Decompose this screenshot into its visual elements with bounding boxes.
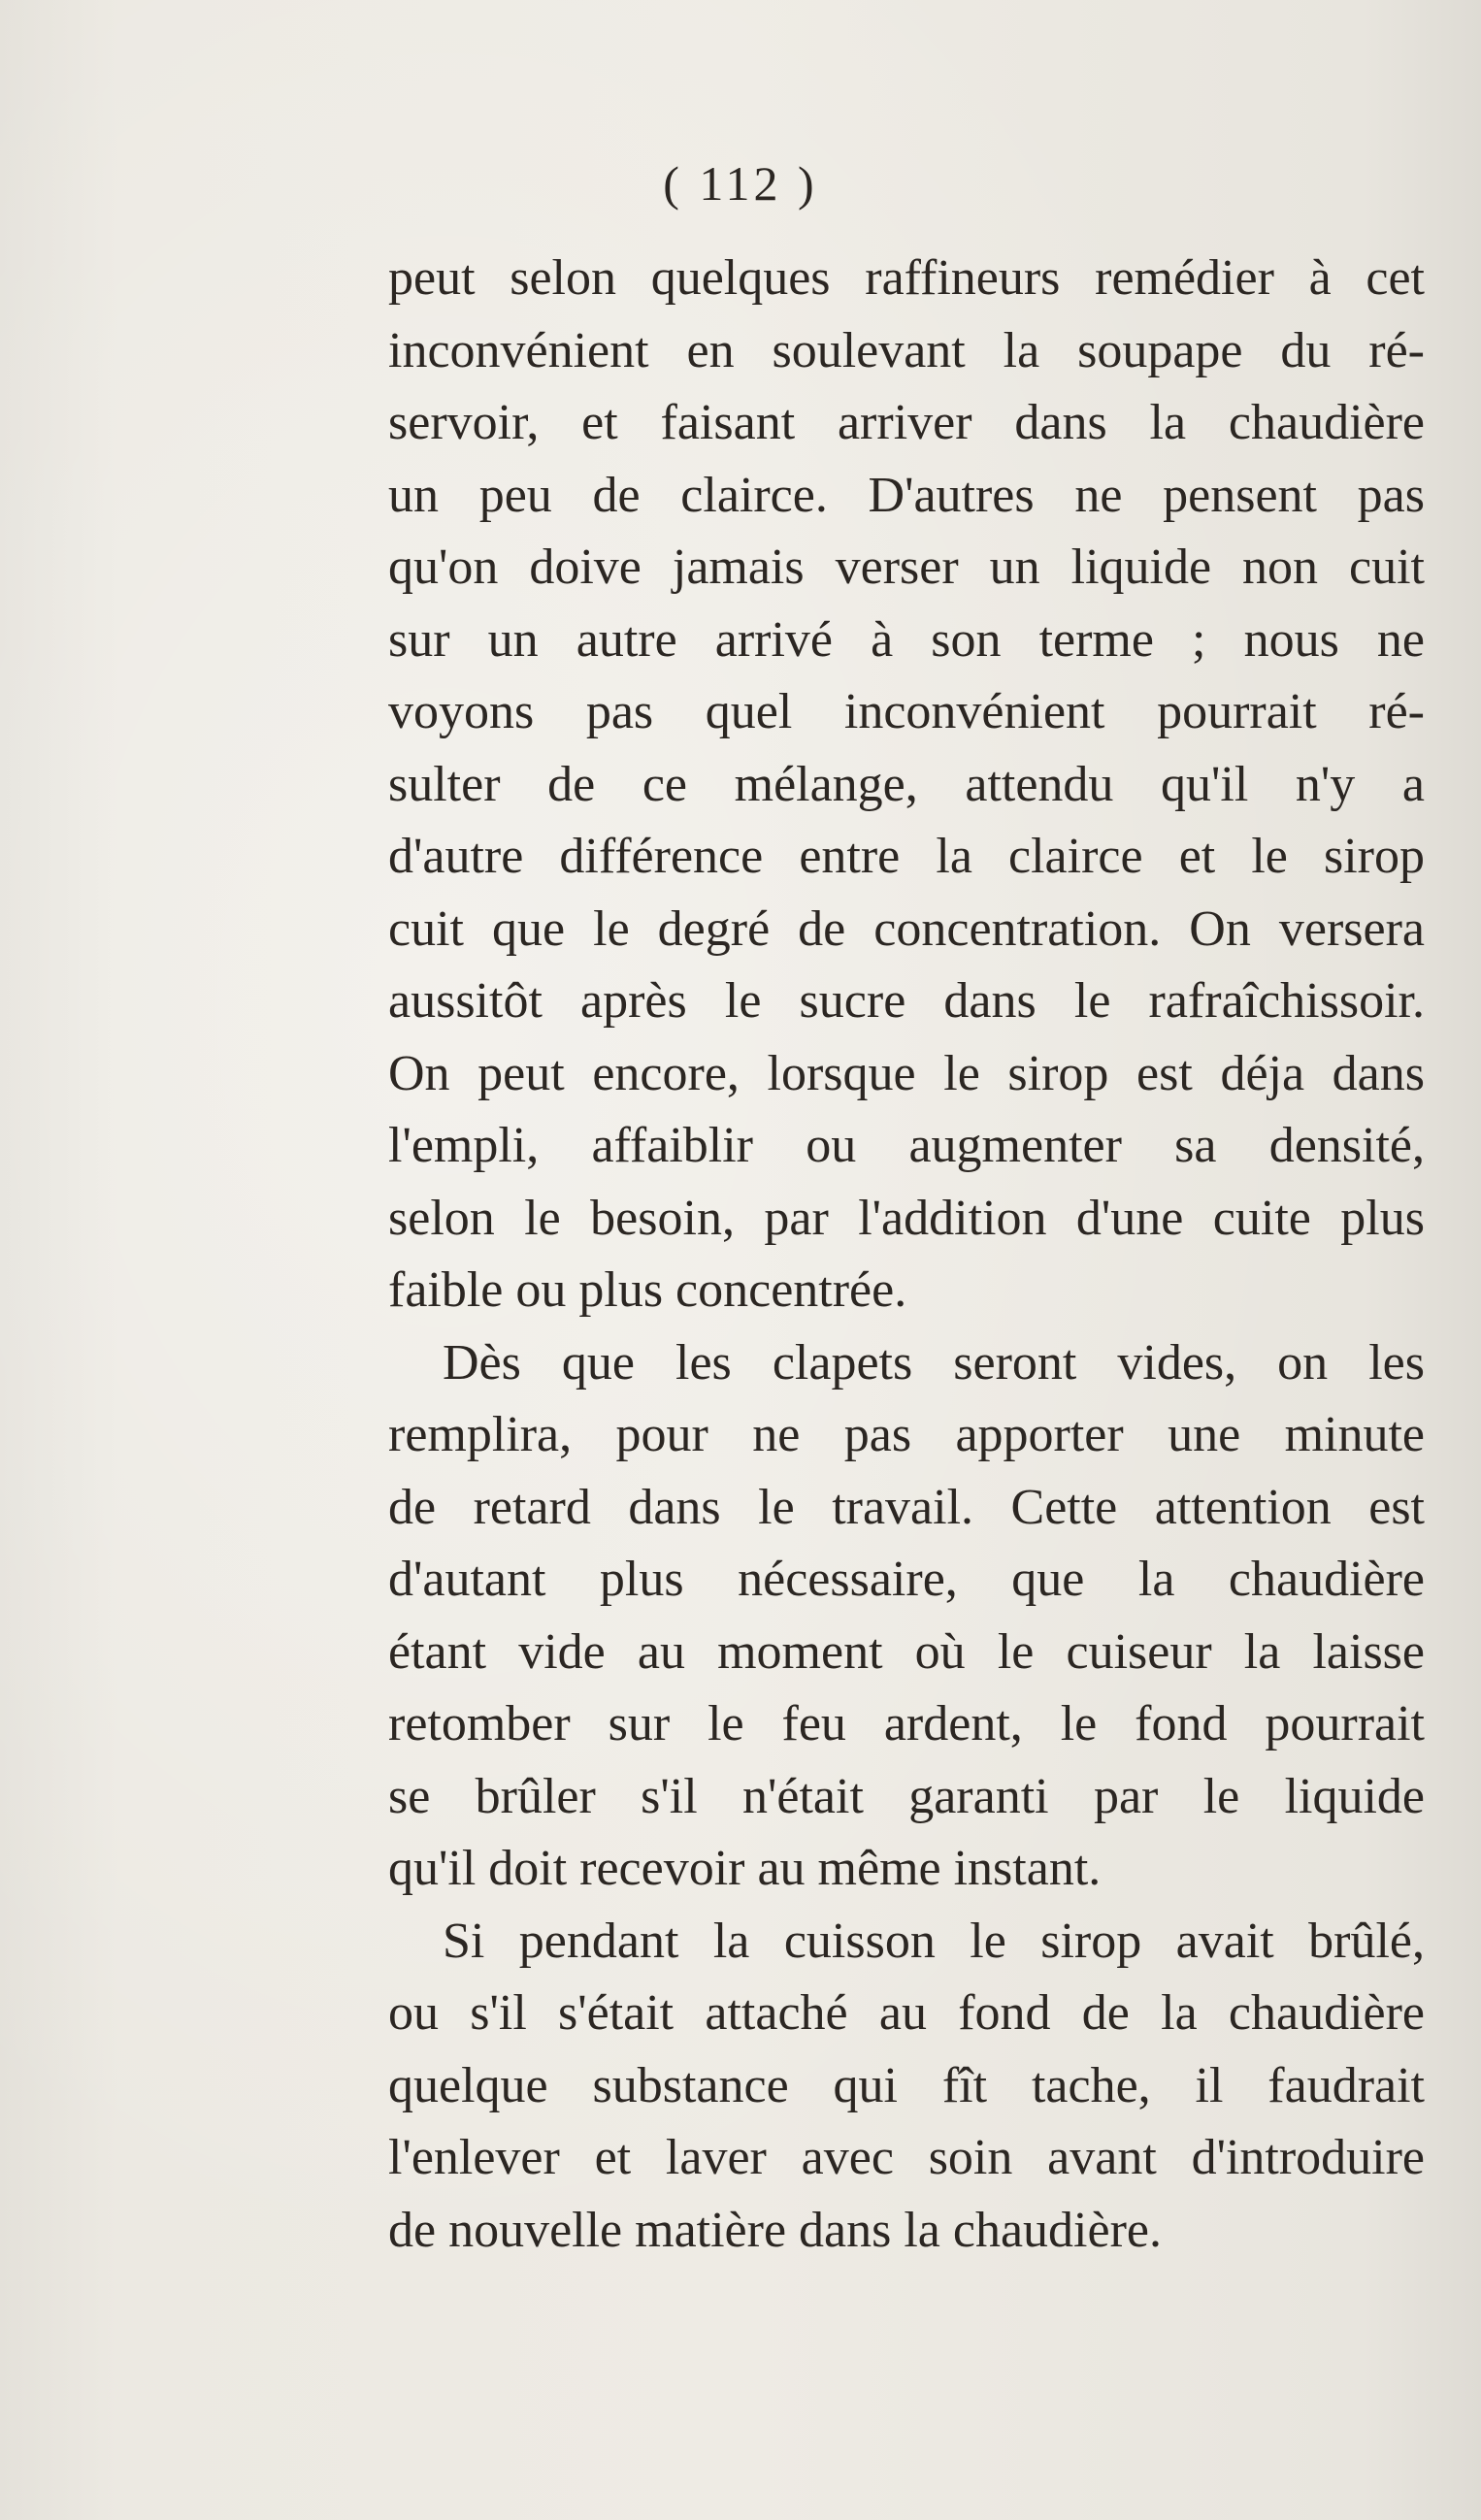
text-line: retomber sur le feu ardent, le fond pourrait (388, 1696, 1425, 1751)
body-text (388, 243, 1425, 2267)
text-line: peut selon quelques raffineurs remédier à cet (388, 250, 1425, 306)
text-line: cuit que le degré de concentration. On versera (388, 900, 1425, 957)
text-line: quelque substance qui fît tache, il faudrait (388, 2057, 1425, 2113)
text-line: sur un autre arrivé à son terme ; nous ne (388, 611, 1425, 668)
text-line: de nouvelle matière dans la chaudière. (388, 2202, 1162, 2258)
paragraph-3 (388, 1906, 1425, 2268)
paragraph-1 (388, 243, 1425, 1327)
text-line: de retard dans le travail. Cette attention est (388, 1479, 1425, 1535)
text-line: remplira, pour ne pas apporter une minute (388, 1407, 1425, 1462)
text-line: inconvénient en soulevant la soupape du ré- (388, 322, 1425, 378)
text-line: On peut encore, lorsque le sirop est déja dans (388, 1045, 1425, 1101)
text-line: qu'il doit recevoir au même instant. (388, 1841, 1102, 1896)
text-line: faible ou plus concentrée. (388, 1262, 907, 1318)
text-line: étant vide au moment où le cuiseur la laisse (388, 1623, 1425, 1680)
text-line: ou s'il s'était attaché au fond de la chaudière (388, 1985, 1425, 2041)
text-line: selon le besoin, par l'addition d'une cuite plus (388, 1190, 1425, 1246)
text-line: qu'on doive jamais verser un liquide non cuit (388, 540, 1425, 595)
text-line: se brûler s'il n'était garanti par le liquide (388, 1768, 1425, 1824)
page-number: ( 112 ) (663, 156, 818, 211)
text-line: l'enlever et laver avec soin avant d'introduire (388, 2130, 1425, 2185)
text-line: aussitôt après le sucre dans le rafraîchissoir. (388, 973, 1425, 1029)
text-line: servoir, et faisant arriver dans la chaudière (388, 395, 1425, 450)
text-line: l'empli, affaiblir ou augmenter sa densité, (388, 1118, 1425, 1173)
text-line: sulter de ce mélange, attendu qu'il n'y a (388, 756, 1425, 812)
text-line: un peu de clairce. D'autres ne pensent pas (388, 467, 1425, 523)
text-line: voyons pas quel inconvénient pourrait ré- (388, 684, 1425, 739)
text-line: Dès que les clapets seront vides, on les (443, 1334, 1425, 1391)
text-line: d'autant plus nécessaire, que la chaudière (388, 1552, 1425, 1607)
text-line: Si pendant la cuisson le sirop avait brûlé, (443, 1913, 1425, 1969)
paragraph-2 (388, 1327, 1425, 1906)
text-line: d'autre différence entre la clairce et le sirop (388, 829, 1425, 884)
